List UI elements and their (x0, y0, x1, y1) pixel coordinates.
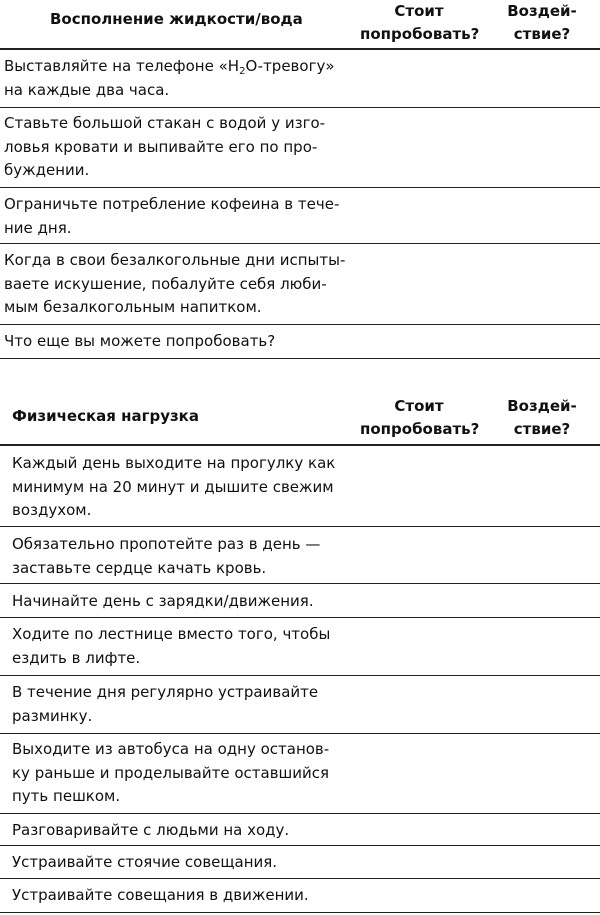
table-row (4, 193, 349, 240)
row-line: буждении. (4, 161, 90, 179)
row-line: Устраивайте стоячие совещания. (12, 853, 278, 871)
row-line: Ходите по лестнице вместо того, чтобы (12, 625, 331, 643)
table-row (12, 884, 357, 908)
row-line: В течение дня регулярно устраивайте (12, 683, 319, 701)
row-line: Ограничьте потребление кофеина в тече- (4, 195, 340, 213)
row-line: воздухом. (12, 501, 92, 519)
effect-column-header-line1: Воздей- (507, 2, 577, 20)
row-line: заставьте сердце качать кровь. (12, 558, 267, 577)
effect-column-header (484, 395, 600, 441)
row-line: ловья кровати и выпивайте его по про- (4, 137, 318, 156)
row-line: на каждые два часа. (4, 80, 170, 99)
row-line: разминку. (12, 706, 93, 725)
row-line: Выставляйте на телефоне «$H_2O$-тревогу» (4, 57, 335, 77)
try-column-header-line2: попробовать? (360, 420, 480, 438)
table-row (12, 681, 357, 728)
row-line: Ставьте большой стакан с водой у изго- (4, 114, 326, 132)
table-row (12, 452, 357, 523)
row-divider (0, 526, 600, 527)
table-row (12, 623, 357, 670)
row-divider (0, 324, 600, 325)
table-row (12, 590, 357, 614)
table-row (4, 55, 349, 102)
row-divider (0, 813, 600, 814)
table-bottom-rule (0, 358, 600, 359)
table-row (4, 330, 349, 354)
row-line: Разговаривайте с людьми на ходу. (12, 821, 290, 839)
row-divider (0, 583, 600, 584)
effect-column-header-line2: ствие? (513, 25, 571, 43)
row-line: путь пешком. (12, 787, 121, 805)
exercise-table-header (0, 395, 600, 443)
table-row (4, 249, 349, 320)
exercise-table-title: Физическая нагрузка (12, 407, 199, 425)
table-row (12, 533, 357, 580)
table-row (4, 112, 349, 183)
try-column-header-line1: Стоит (394, 2, 444, 20)
row-line: Выходите из автобуса на одну останов- (12, 740, 330, 758)
header-rule (0, 48, 600, 50)
row-divider (0, 243, 600, 244)
row-line: ездить в лифте. (12, 648, 141, 667)
row-line: Устраивайте совещания в движении. (12, 886, 309, 904)
try-column-header (360, 395, 478, 441)
try-column-header-line2: попробовать? (360, 25, 480, 43)
row-divider (0, 107, 600, 108)
row-line: Что еще вы можете попробовать? (4, 332, 276, 350)
hydration-table-title: Восполнение жидкости/вода (50, 10, 303, 28)
row-divider (0, 187, 600, 188)
table-bottom-rule (0, 912, 600, 913)
row-divider (0, 845, 600, 846)
table-row (12, 738, 357, 809)
row-line: Обязательно пропотейте раз в день — (12, 535, 321, 553)
row-line: ку раньше и проделывайте оставшийся (12, 763, 330, 782)
effect-column-header-line2: ствие? (513, 420, 571, 438)
header-rule (0, 444, 600, 446)
try-column-header-line1: Стоит (394, 397, 444, 415)
row-line: минимум на 20 минут и дышите свежим (12, 477, 334, 496)
row-line: Когда в свои безалкогольные дни испыты- (4, 251, 346, 269)
row-line: Начинайте день с зарядки/движения. (12, 592, 314, 610)
row-divider (0, 675, 600, 676)
row-divider (0, 878, 600, 879)
row-line: ние дня. (4, 218, 72, 237)
effect-column-header-line1: Воздей- (507, 397, 577, 415)
table-row (12, 851, 357, 875)
row-line: мым безалкогольным напитком. (4, 298, 262, 316)
row-divider (0, 733, 600, 734)
row-line: Каждый день выходите на прогулку как (12, 454, 336, 472)
row-line: ваете искушение, побалуйте себя люби- (4, 274, 327, 293)
row-divider (0, 617, 600, 618)
table-row (12, 819, 357, 843)
